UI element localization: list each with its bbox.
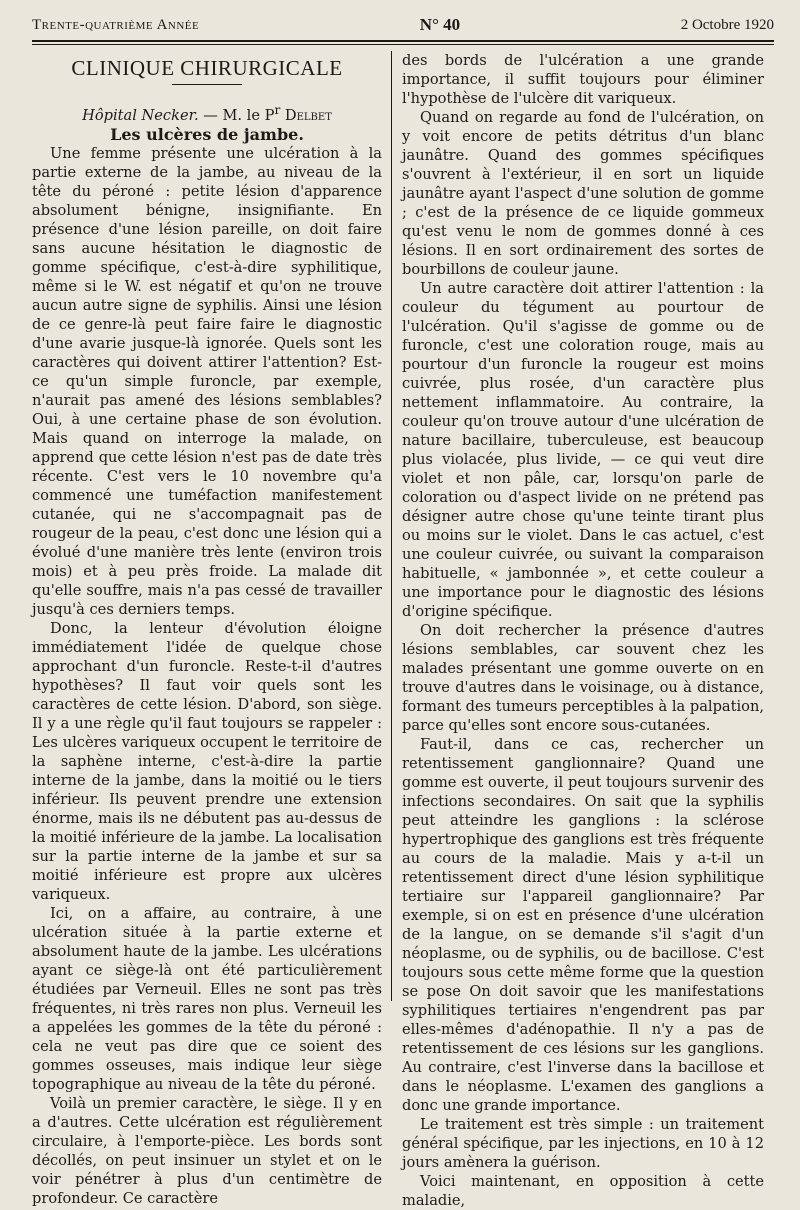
byline-sup: r bbox=[274, 103, 281, 117]
paragraph: Un autre caractère doit attirer l'attention : la couleur du tégument au pourtour de l'ulcération. Qu'il s'agisse de gomme ou de furoncle, c'est une coloration rouge, mais au pourtour d'un furoncle la rougeur est moins cuivrée, plus rosée, d'un caractère plus nettement inflammatoire. Au contraire, la couleur qu'on trouve autour d'une ulcération de nature bacillaire, tuberculeuse, est beaucoup plus violacée, plus livide, — ce qui veut dire violet et non pâle, car, lorsqu'on parle de coloration ou d'aspect livide on ne prétend pas désigner autre chose qu'une teinte tirant plus ou moins sur le violet. Dans le cas actuel, c'est une couleur cuivrée, ou suivant la comparaison habituelle, « jambonnée », et cette couleur a une importance pour le diagnostic des lésions d'origine spécifique. bbox=[402, 280, 764, 620]
byline-separator: — M. le P bbox=[198, 106, 275, 124]
paragraph: Quand on regarde au fond de l'ulcération, on y voit encore de petits détritus d'un blanc jaunâtre. Quand des gommes spécifiques s'ouvrent à l'extérieur, il en sort un liquide jaunâtre ayant l'aspect d'une solution de gomme ; c'est de la présence de ce liquide gommeux qu'est venu le nom de gommes donné à ces lésions. Il en sort ordinairement des sortes de bourbillons de couleur jaune. bbox=[402, 109, 764, 278]
article-subtitle: Les ulcères de jambe. bbox=[110, 124, 304, 144]
title-rule bbox=[172, 84, 242, 85]
paragraph: des bords de l'ulcération a une grande importance, il suffit toujours pour éliminer l'hypothèse de l'ulcère dit variqueux. bbox=[402, 52, 764, 107]
header-rule bbox=[32, 40, 774, 42]
paragraph: Donc, la lenteur d'évolution éloigne immédiatement l'idée de quelque chose approchant d'un furoncle. Reste-t-il d'autres hypothèses? Il faut voir quels sont les caractères de cette lésion. D'abord, son siège. Il y a une règle qu'il faut toujours se rappeler : Les ulcères variqueux occupent le territoire de la saphène interne, c'est-à-dire la partie interne de la jambe, dans la moitié ou le tiers inférieur. Ils peuvent prendre une extension énorme, mais ils ne débutent pas au-dessus de la moitié inférieure de la jambe. La localisation sur la partie interne de la jambe et sur sa moitié inférieure est propre aux ulcères variqueux. bbox=[32, 619, 382, 903]
right-column bbox=[392, 51, 764, 1209]
paragraph: Voilà un premier caractère, le siège. Il y en a d'autres. Cette ulcération est régulièrement circulaire, à l'emporte-pièce. Les bords sont décollés, on peut insinuer un stylet et on le voir pénétrer à plus d'un centimètre de profondeur. Ce caractère bbox=[32, 1094, 382, 1207]
paragraph: Voici maintenant, en opposition à cette maladie, bbox=[402, 1173, 764, 1209]
paragraph: Une femme présente une ulcération à la partie externe de la jambe, au niveau de la tête du péroné : petite lésion d'apparence absolument bénigne, insignifiante. En présence d'une lésion pareille, on doit faire sans aucune hésitation le diagnostic de gomme spécifique, c'est-à-dire syphilitique, même si le W. est négatif et qu'on ne trouve aucun autre signe de syphilis. Ainsi une lésion de ce genre-là peut faire faire le diagnostic d'une avarie jusque-là ignorée. Quels sont les caractères qui doivent attirer l'attention? Est-ce qu'un simple furoncle, par exemple, n'aurait pas amené des lésions semblables? Oui, à une certaine phase de son évolution. Mais quand on interroge la malade, on apprend que cette lésion n'est pas de date très récente. C'est vers le 10 novembre qu'a commencé une tuméfaction manifestement cutanée, qui ne s'accompagnait pas de rougeur de la peau, c'est donc une lésion qui a évolué d'une manière très lente (environ trois mois) et à peu près froide. La malade dit qu'elle souffre, mais n'a pas cessé de travailler jusqu'à ces derniers temps. bbox=[32, 144, 382, 618]
left-column bbox=[32, 51, 391, 1207]
page-header bbox=[32, 0, 774, 36]
byline-author: Delbet bbox=[280, 106, 332, 124]
paragraph: Faut-il, dans ce cas, rechercher un retentissement ganglionnaire? Quand une gomme est ouverte, il peut toujours survenir des infections secondaires. On sait que la syphilis peut atteindre les ganglions : la sclérose hypertrophique des ganglions est très fréquente au cours de la maladie. Mais y a-t-il un retentissement direct d'une lésion syphilitique tertiaire sur l'appareil ganglionnaire? Par exemple, si on est en présence d'une ulcération de la langue, on se demande s'il s'agit d'un néoplasme, ou de syphilis, ou de bacillose. C'est toujours sous cette même forme que la question se pose On doit savoir que les manifestations syphilitiques tertiaires n'engendrent pas par elles-mêmes d'adénopathie. Il n'y a pas de retentissement de ces lésions sur les ganglions. Au contraire, c'est l'inverse dans la bacillose et dans le néoplasme. L'examen des ganglions a donc une grande importance. bbox=[402, 736, 764, 1114]
byline-hospital: Hôpital Necker. bbox=[82, 106, 199, 124]
header-date: 2 Octobre 1920 bbox=[680, 16, 774, 33]
header-issue-number: N° 40 bbox=[419, 15, 461, 34]
section-title: CLINIQUE CHIRURGICALE bbox=[71, 56, 343, 80]
header-year: Trente-quatrième Année bbox=[32, 16, 200, 33]
paragraph: On doit rechercher la présence d'autres lésions semblables, car souvent chez les malades présentant une gomme ouverte on en trouve d'autres dans le voisinage, ou à distance, formant des tumeurs perceptibles à la palpation, parce qu'elles sont encore sous-cutanées. bbox=[402, 622, 764, 734]
paragraph: Le traitement est très simple : un traitement général spécifique, par les injections, en 10 à 12 jours amènera la guérison. bbox=[402, 1116, 764, 1171]
byline bbox=[32, 101, 382, 125]
paragraph: Ici, on a affaire, au contraire, à une ulcération située à la partie externe et absolument haute de la jambe. Les ulcérations ayant ce siège-là ont été particulièrement étudiées par Verneuil. Elles ne sont pas très fréquentes, ni très rares non plus. Verneuil les a appelées les gommes de la tête du péroné : cela ne veut pas dire que ce soient des gommes osseuses, mais indique leur siège topographique au niveau de la tête du péroné. bbox=[32, 904, 382, 1093]
header-rule-thin bbox=[32, 44, 774, 45]
article-columns bbox=[32, 51, 774, 1209]
